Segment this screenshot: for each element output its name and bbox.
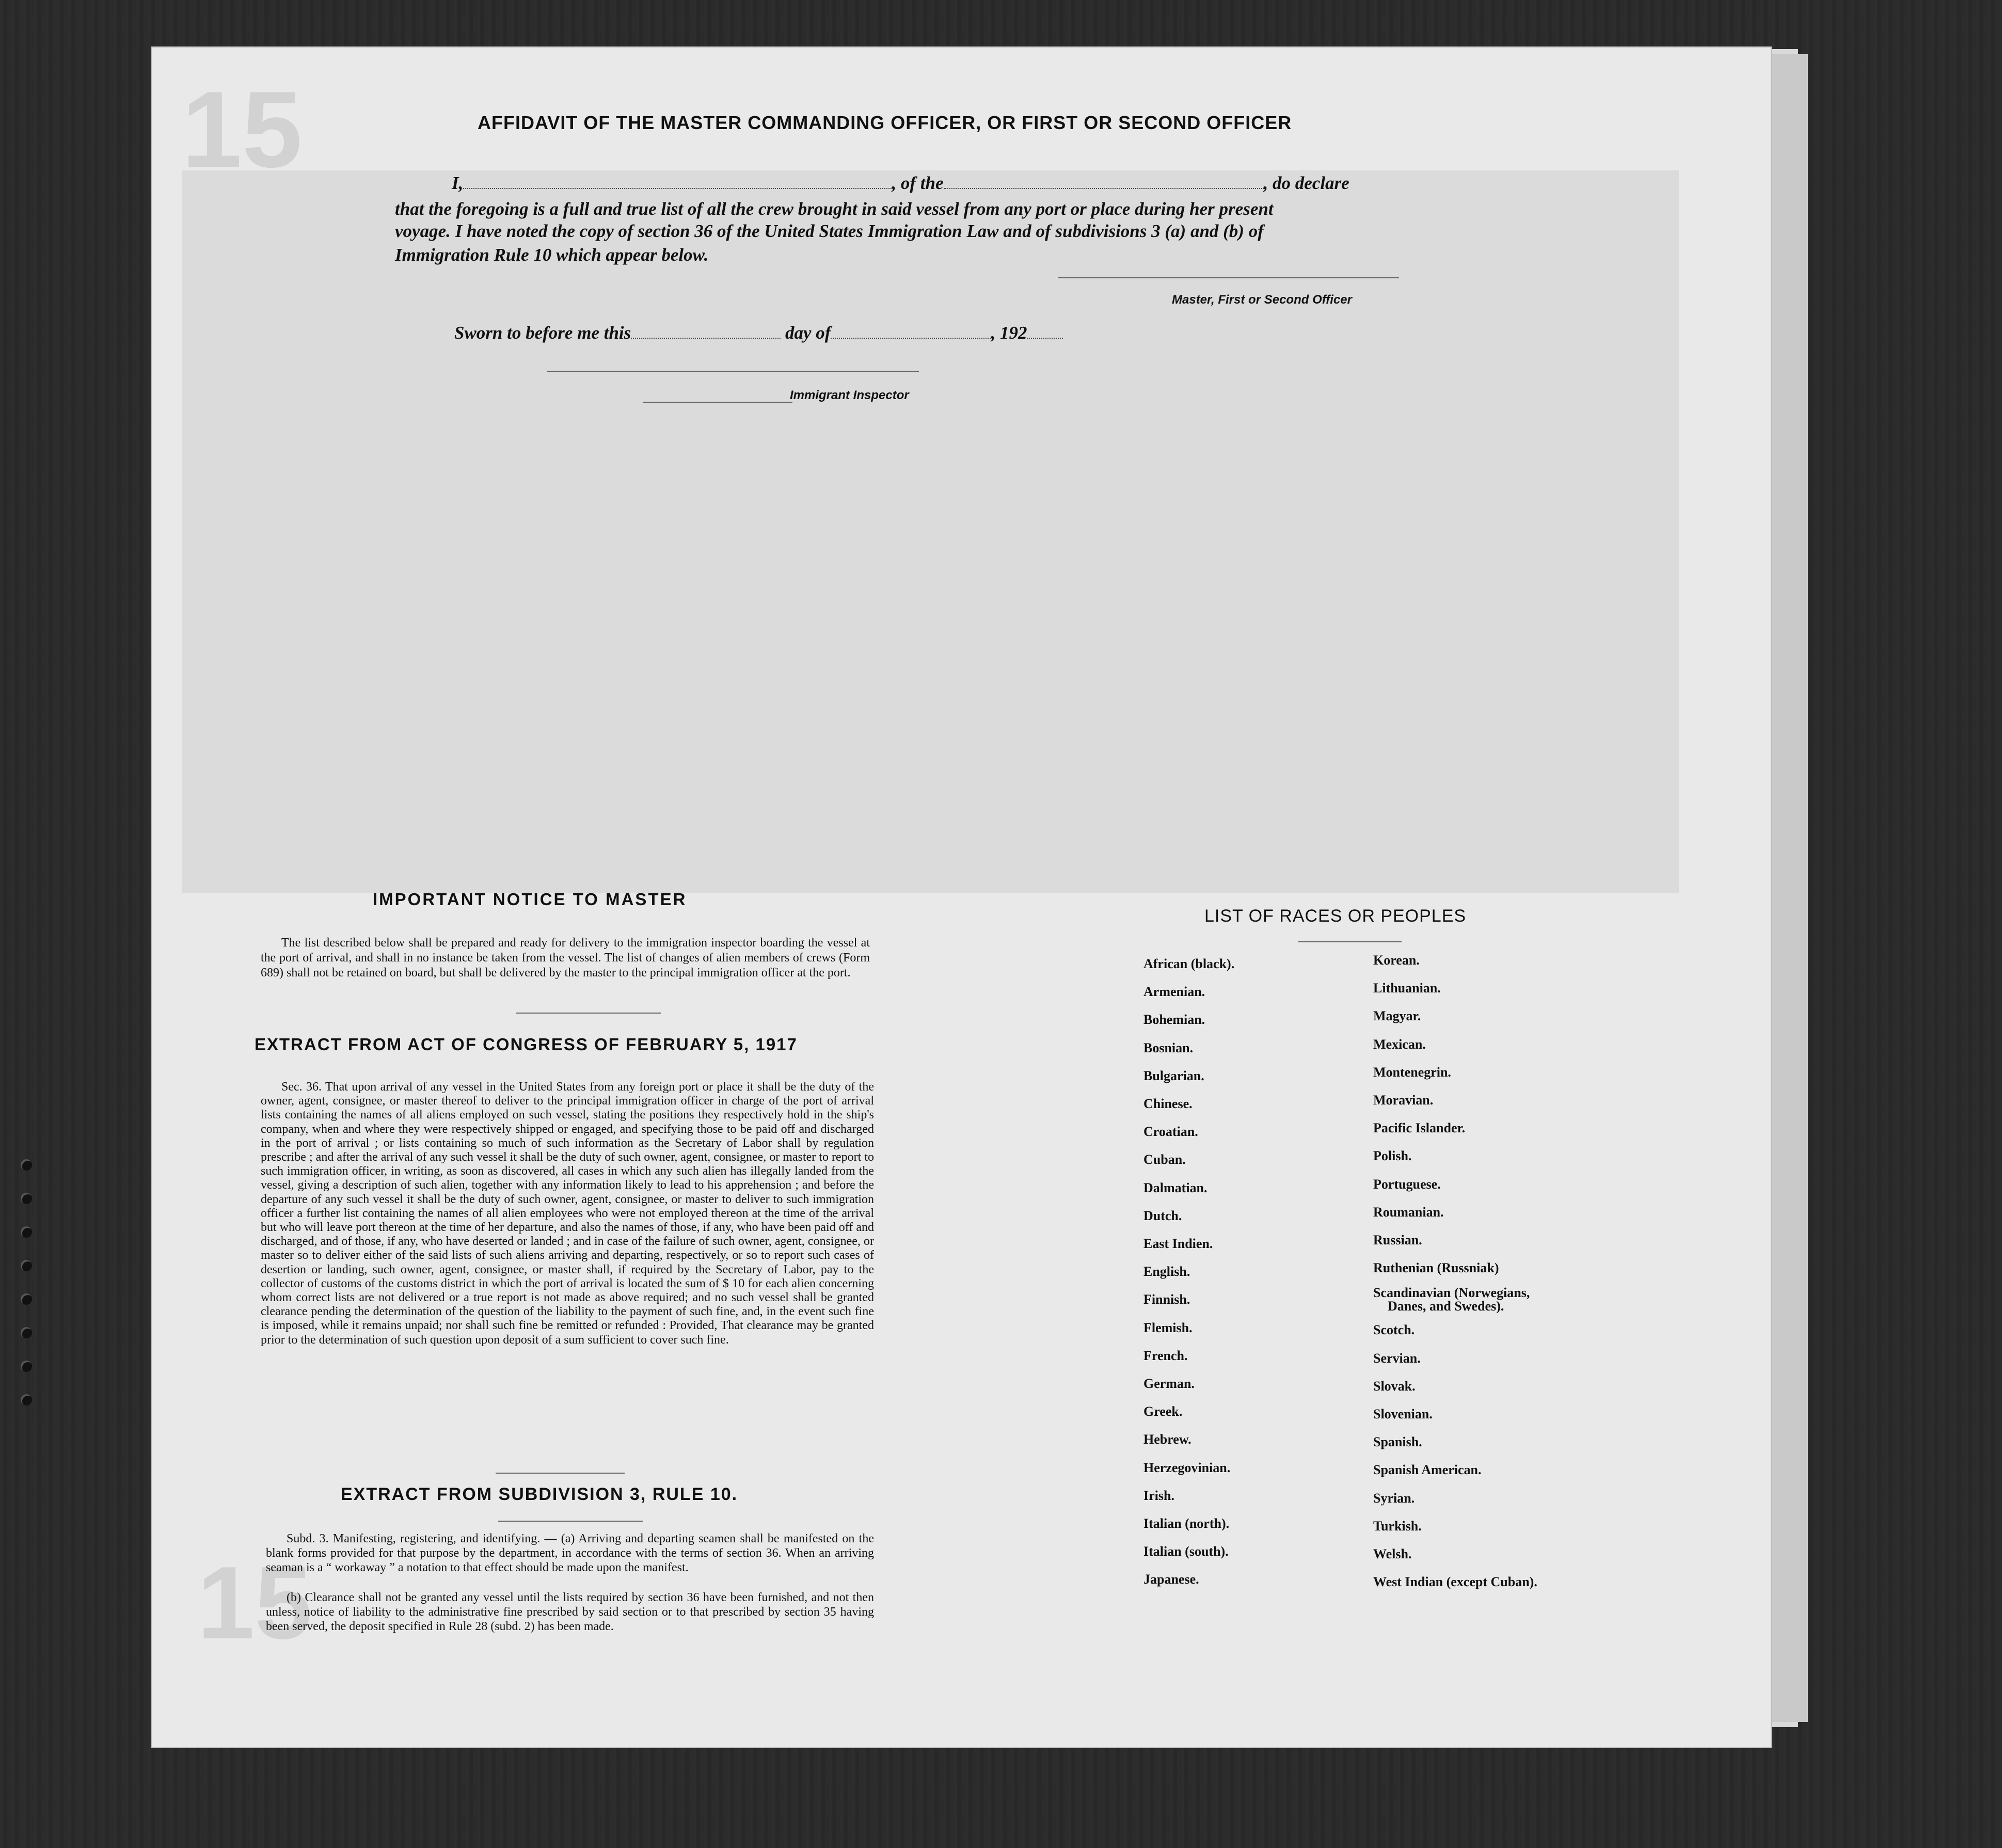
sworn-line: [454, 323, 1063, 343]
affidavit-text-line: voyage. I have noted the copy of section 36 of the United States Immigration Law and of subdivisions 3 (a) and (b) of: [395, 221, 1264, 241]
race-item: Slovak.: [1373, 1378, 1416, 1394]
race-item: Finnish.: [1143, 1292, 1190, 1307]
race-item: Bulgarian.: [1143, 1068, 1204, 1083]
races-right-column: [1373, 946, 1537, 1596]
section-divider: [498, 1521, 643, 1522]
inspector-label: Immigrant Inspector: [790, 388, 909, 402]
race-item: Pacific Islander.: [1373, 1120, 1466, 1136]
rule-extract-para-a: Subd. 3. Manifesting, registering, and identifying. — (a) Arriving and departing seamen shall be manifested on the blank forms provided for that purpose by the department, in accordance with the terms of section 36. When an arriving seaman is a “ workaway ” a notation to that effect should be made upon the manifest.: [266, 1532, 874, 1574]
signature-label: Master, First or Second Officer: [1172, 293, 1352, 307]
sworn-day-of: day of: [785, 323, 831, 343]
section-divider: [496, 1473, 625, 1474]
race-item: Chinese.: [1143, 1096, 1193, 1112]
ghost-page-number: 15: [197, 1545, 312, 1661]
race-item: Greek.: [1143, 1404, 1183, 1419]
binder-hole-icon: [21, 1293, 32, 1305]
race-item: Syrian.: [1373, 1490, 1415, 1506]
affidavit-title: AFFIDAVIT OF THE MASTER COMMANDING OFFICER, OR FIRST OR SECOND OFFICER: [478, 112, 1292, 133]
race-item: Magyar.: [1373, 1008, 1421, 1024]
race-item: Cuban.: [1143, 1152, 1186, 1167]
race-item: Ruthenian (Russniak): [1373, 1260, 1499, 1276]
race-item: English.: [1143, 1264, 1190, 1280]
act-extract-title: EXTRACT FROM ACT OF CONGRESS OF FEBRUARY 5, 1917: [255, 1035, 798, 1054]
race-item-line: Danes, and Swedes).: [1388, 1299, 1504, 1314]
act-extract-body: Sec. 36. That upon arrival of any vessel in the United States from any foreign port or place it shall be the duty of the owner, agent, consignee, or master thereof to deliver to the principal immigration officer in charge of the port of arrival lists containing the names of all aliens employed on such vessel, stating the positions they respectively hold in the ship's company, when and where they were respectively shipped or engaged, and specifying those to be paid off and discharged in the port of arrival ; or lists containing so much of such information as the Secretary of Labor shall by regulation prescribe ; and after the arrival of any such vessel it shall be the duty of such owner, agent, consignee, or master to report to such immigration officer, in writing, as soon as discovered, all cases in which any such alien has illegally landed from the vessel, giving a description of such alien, together with any information likely to lead to his apprehension ; and before the departure of any such vessel it shall be the duty of such owner, agent, consignee, or master to deliver to such immigration officer a further list containing the names of all alien employees who were not employed thereon at the time of the arrival but who will leave port thereon at the time of her departure, and also the names of those, if any, who have been paid off and discharged, and of those, if any, who have deserted or landed ; and in case of the failure of such owner, agent, consignee, or master so to deliver either of the said lists of such aliens arriving and departing, respectively, or so to report such cases of desertion or landing, such owner, agent, consignee, or master shall, if required by the Secretary of Labor, pay to the collector of customs of the customs district in which the port of arrival is located the sum of $ 10 for each alien concerning whom correct lists are not delivered or a true report is not made as above required; and no such vessel shall be granted clearance pending the determination of the question of the liability to the payment of such fine, and, in the event such fine is imposed, while it remains unpaid; nor shall such fine be remitted or refunded : Provided, That clearance may be granted prior to the determination of such question upon deposit of a sum sufficient to cover such fine.: [261, 1080, 874, 1347]
race-item: German.: [1143, 1376, 1195, 1392]
rule-extract-para-b: (b) Clearance shall not be granted any vessel until the lists required by section 36 have been furnished, and not then unless, notice of liability to the administrative fine prescribed by said section or to that prescribed by section 35 having been served, the deposit specified in Rule 28 (subd. 2) has been made.: [266, 1591, 874, 1633]
race-item: Dalmatian.: [1143, 1180, 1207, 1195]
affidavit-do-declare: , do declare: [1263, 173, 1349, 193]
race-item: Portuguese.: [1373, 1176, 1441, 1192]
faint-bleed-through: [182, 170, 1679, 893]
race-item: Scotch.: [1373, 1322, 1415, 1338]
races-divider: [1298, 941, 1402, 942]
race-item-line: Scandinavian (Norwegians,: [1373, 1285, 1530, 1301]
race-item: Turkish.: [1373, 1518, 1422, 1534]
race-item: Spanish American.: [1373, 1462, 1482, 1478]
binder-hole-icon: [21, 1193, 32, 1204]
binder-hole-icon: [21, 1327, 32, 1338]
races-left-column: [1143, 950, 1234, 1594]
race-item: African (black).: [1143, 956, 1235, 971]
sworn-year: , 192: [991, 323, 1027, 343]
affidavit-declaration-line: [452, 173, 1349, 194]
race-item: Russian.: [1373, 1233, 1422, 1248]
race-item: Welsh.: [1373, 1546, 1412, 1562]
race-item: Moravian.: [1373, 1093, 1434, 1108]
race-item: East Indien.: [1143, 1236, 1213, 1252]
affidavit-of-the: , of the: [892, 173, 944, 193]
race-item: Bohemian.: [1143, 1012, 1205, 1028]
sworn-prefix: Sworn to before me this: [454, 323, 631, 343]
race-item: Italian (south).: [1143, 1544, 1229, 1559]
binder-hole-icon: [21, 1159, 32, 1171]
race-item: Croatian.: [1143, 1124, 1198, 1140]
binder-hole-icon: [21, 1394, 32, 1405]
race-item: Mexican.: [1373, 1036, 1426, 1052]
section-divider: [516, 1013, 661, 1014]
race-item: Hebrew.: [1143, 1432, 1191, 1447]
signature-line: [1058, 277, 1399, 278]
race-item: Bosnian.: [1143, 1040, 1194, 1055]
inspector-signature-line: [643, 402, 792, 403]
race-item: Korean.: [1373, 953, 1420, 968]
notice-body: The list described below shall be prepared and ready for delivery to the immigration inspector boarding the vessel at the port of arrival, and shall in no instance be taken from the vessel. The list of changes of alien members of crews (Form 689) shall not be retained on board, but shall be delivered by the master to the principal immigration officer at the port.: [261, 936, 870, 980]
affidavit-text-line: that the foregoing is a full and true list of all the crew brought in said vessel from any port or place during her present: [395, 199, 1274, 219]
ghost-page-number: 15: [182, 69, 303, 190]
race-item: West Indian (except Cuban).: [1373, 1574, 1537, 1590]
race-item: Herzegovinian.: [1143, 1460, 1231, 1475]
inspector-signature-line: [547, 371, 919, 372]
race-item: Lithuanian.: [1373, 981, 1441, 996]
race-item: Dutch.: [1143, 1208, 1182, 1223]
race-item: Spanish.: [1373, 1434, 1422, 1450]
race-item: Montenegrin.: [1373, 1064, 1451, 1080]
race-item: Italian (north).: [1143, 1516, 1230, 1531]
race-item: Polish.: [1373, 1148, 1412, 1164]
race-item: Japanese.: [1143, 1572, 1199, 1587]
notice-title: IMPORTANT NOTICE TO MASTER: [373, 890, 687, 909]
race-item: [1373, 1286, 1537, 1313]
rule-extract-title: EXTRACT FROM SUBDIVISION 3, RULE 10.: [341, 1484, 738, 1504]
binder-hole-icon: [21, 1361, 32, 1372]
binder-hole-icon: [21, 1260, 32, 1271]
race-item: French.: [1143, 1348, 1188, 1363]
race-item: Slovenian.: [1373, 1407, 1433, 1422]
race-item: Armenian.: [1143, 984, 1205, 1000]
races-title: LIST OF RACES OR PEOPLES: [1204, 906, 1467, 926]
race-item: Flemish.: [1143, 1320, 1193, 1335]
affidavit-i: I,: [452, 173, 464, 193]
race-item: Roumanian.: [1373, 1204, 1444, 1220]
race-item: Servian.: [1373, 1350, 1421, 1366]
binder-hole-icon: [21, 1226, 32, 1238]
race-item: Irish.: [1143, 1488, 1174, 1503]
affidavit-text-line: Immigration Rule 10 which appear below.: [395, 245, 709, 265]
